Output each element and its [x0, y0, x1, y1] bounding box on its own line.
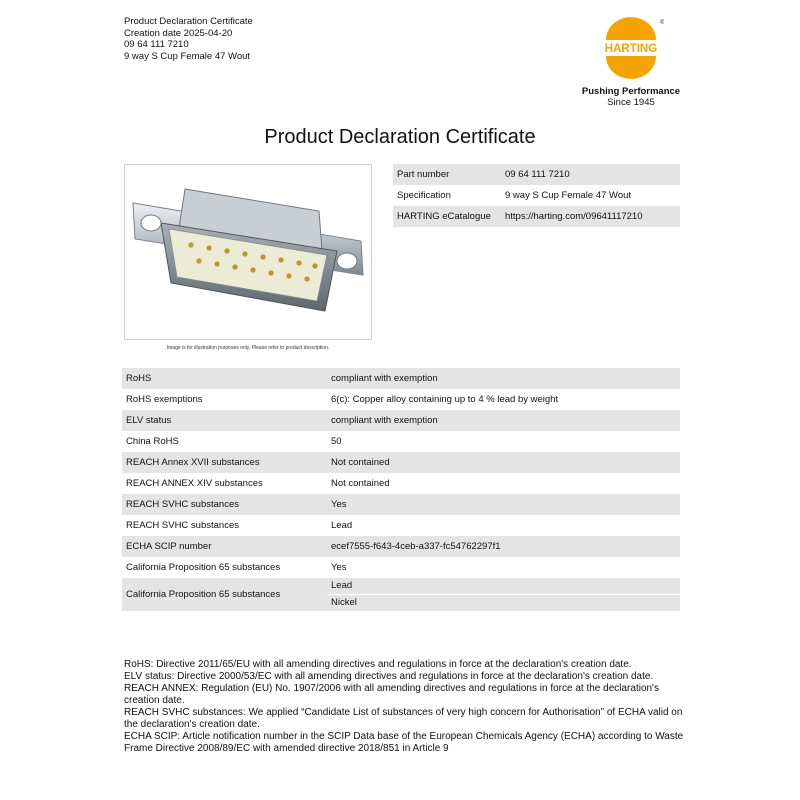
row-label: California Proposition 65 substances	[126, 562, 281, 573]
image-caption: Image is for illustration purposes only. Please refer to product description.	[166, 345, 330, 351]
note-reach-annex: REACH ANNEX: Regulation (EU) No. 1907/2006 with all amending directives and regulations in force at the declaration's creation date.	[124, 683, 659, 706]
product-info-table	[393, 164, 680, 227]
header-creation-date: Creation date 2025-04-20	[124, 27, 233, 39]
header-product-name: 9 way S Cup Female 47 Wout	[124, 50, 251, 62]
table-row	[122, 368, 680, 389]
table-row	[122, 452, 680, 473]
row-value: Lead	[331, 580, 353, 591]
row-value: compliant with exemption	[327, 368, 680, 389]
row-value: Lead	[331, 520, 353, 531]
slogan-text: Pushing Performance	[581, 86, 681, 97]
table-row	[393, 164, 680, 185]
harting-logo-icon	[598, 16, 664, 82]
row-label: California Proposition 65 substances	[122, 578, 327, 611]
row-label: REACH SVHC substances	[126, 520, 239, 531]
row-label: REACH ANNEX XIV substances	[126, 478, 263, 489]
row-value: ecef7555-f643-4ceb-a337-fc54762297f1	[327, 536, 680, 557]
row-value-list	[327, 578, 680, 611]
note-rohs: RoHS: Directive 2011/65/EU with all amending directives and regulations in force at the declaration's creation date.	[124, 659, 632, 670]
ecatalogue-link[interactable]: https://harting.com/09641117210	[501, 206, 680, 227]
row-label: REACH Annex XVII substances	[122, 452, 327, 473]
note-reach-svhc: REACH SVHC substances: We applied “Candidate List of substances of very high concern for Authorisation” of ECHA valid on the declaration's creation date.	[124, 707, 683, 730]
row-value: Yes	[327, 494, 680, 515]
row-value: 09 64 111 7210	[501, 164, 680, 185]
table-row	[122, 578, 680, 611]
table-row	[122, 410, 680, 431]
row-value: Yes	[331, 562, 347, 573]
product-image	[124, 164, 372, 340]
row-value: 9 way S Cup Female 47 Wout	[505, 190, 632, 201]
row-label: HARTING eCatalogue	[393, 206, 501, 227]
table-row	[393, 185, 680, 206]
compliance-table	[122, 368, 680, 611]
row-label: RoHS exemptions	[126, 394, 203, 405]
table-row	[122, 494, 680, 515]
table-row	[122, 389, 680, 410]
header-part-number: 09 64 111 7210	[124, 39, 189, 51]
table-row	[122, 431, 680, 452]
note-elv: ELV status: Directive 2000/53/EC with all amending directives and regulations in force at the declaration's creation date.	[124, 671, 654, 682]
page-title: Product Declaration Certificate	[264, 126, 536, 148]
table-row	[122, 557, 680, 578]
note-echa-scip: ECHA SCIP: Article notification number in the SCIP Data base of the European Chemicals Agency (ECHA) according to Waste Frame Directive 2008/89/EC with amended directive 2018/851 in Article 9	[124, 731, 684, 754]
footnotes	[124, 659, 684, 755]
row-label: REACH SVHC substances	[122, 494, 327, 515]
logo-wordmark: HARTING	[604, 43, 658, 55]
brand-slogan	[578, 86, 684, 108]
row-label: ECHA SCIP number	[122, 536, 327, 557]
table-row	[393, 206, 680, 227]
table-row	[122, 536, 680, 557]
row-value: compliant with exemption	[327, 410, 680, 431]
header-doc-type: Product Declaration Certificate	[124, 16, 253, 27]
row-value: 50	[331, 436, 342, 447]
d-sub-connector-illustration	[125, 165, 371, 339]
table-row	[122, 473, 680, 494]
row-label: China RoHS	[126, 436, 179, 447]
row-label: ELV status	[122, 410, 327, 431]
table-row	[122, 515, 680, 536]
svg-text:®: ®	[660, 20, 664, 26]
row-label: Part number	[393, 164, 501, 185]
since-text: Since 1945	[607, 97, 655, 108]
row-value: 6(c): Copper alloy containing up to 4 % lead by weight	[331, 394, 559, 405]
row-value: Not contained	[331, 478, 390, 489]
row-value: Not contained	[327, 452, 680, 473]
row-value: Nickel	[327, 594, 680, 611]
row-label: RoHS	[122, 368, 327, 389]
row-label: Specification	[397, 190, 451, 201]
document-header	[124, 16, 253, 62]
